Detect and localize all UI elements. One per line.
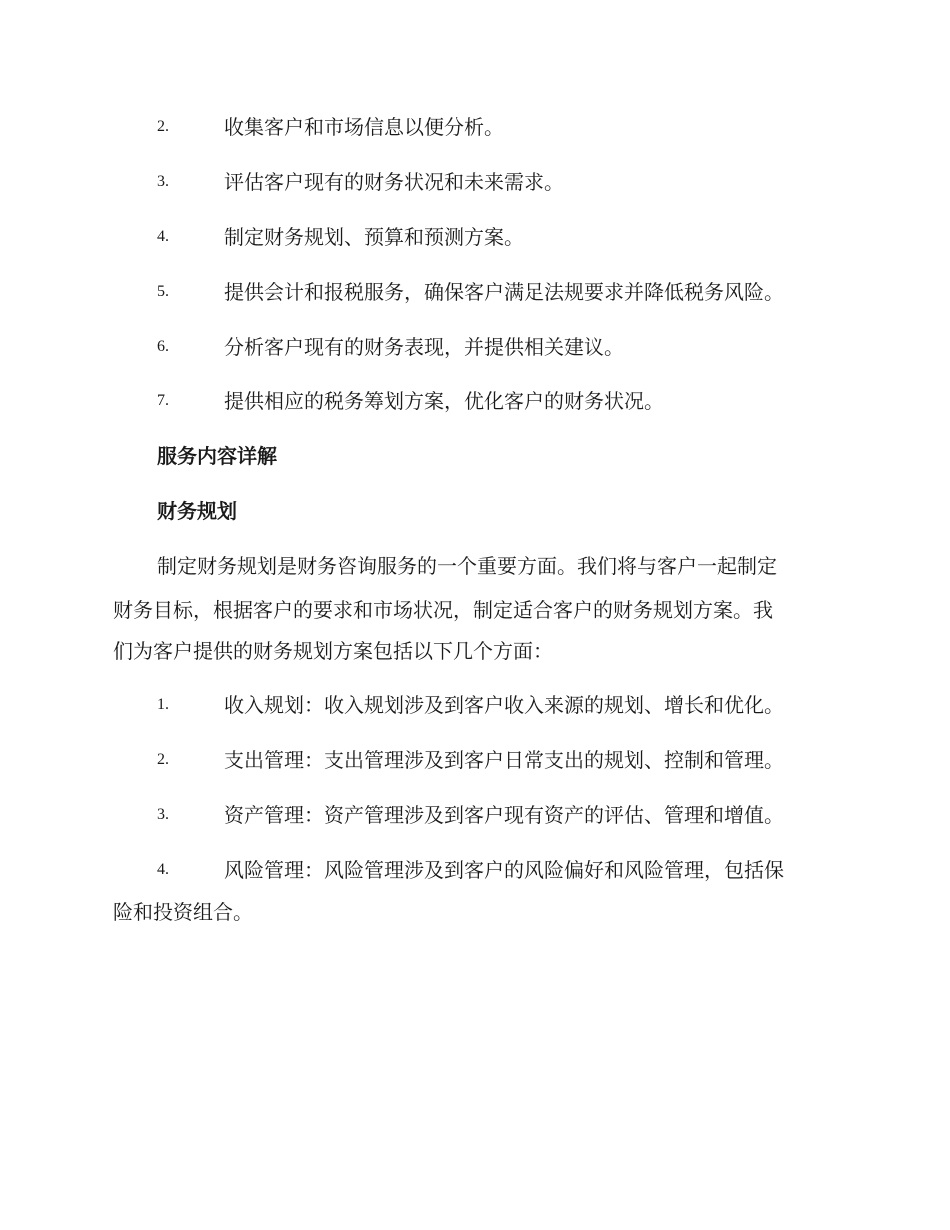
list-item-text: 评估客户现有的财务状况和未来需求。 (224, 170, 564, 194)
paragraph-line: 制定财务规划是财务咨询服务的一个重要方面。我们将与客户一起制定 (157, 554, 777, 578)
list-item-number: 3. (157, 173, 169, 190)
list-item-number: 2. (157, 751, 169, 768)
list-item-text: 支出管理：支出管理涉及到客户日常支出的规划、控制和管理。 (224, 748, 784, 772)
list-item-text: 收集客户和市场信息以便分析。 (224, 115, 504, 139)
list-item-number: 3. (157, 806, 169, 823)
list-item-text: 提供相应的税务筹划方案，优化客户的财务状况。 (224, 389, 664, 413)
list-item-number: 5. (157, 283, 169, 300)
list-item-text: 收入规划：收入规划涉及到客户收入来源的规划、增长和优化。 (224, 693, 784, 717)
list-item-number: 6. (157, 338, 169, 355)
section-heading: 服务内容详解 (157, 444, 277, 468)
list-item-number: 7. (157, 392, 169, 409)
list-item-text: 风险管理：风险管理涉及到客户的风险偏好和风险管理，包括保 (224, 858, 784, 882)
list-item-text: 资产管理：资产管理涉及到客户现有资产的评估、管理和增值。 (224, 803, 784, 827)
list-item-number: 2. (157, 118, 169, 135)
list-item-number: 4. (157, 228, 169, 245)
list-item-text: 制定财务规划、预算和预测方案。 (224, 225, 524, 249)
paragraph-line: 财务目标，根据客户的要求和市场状况，制定适合客户的财务规划方案。我 (113, 598, 773, 622)
list-item-number: 1. (157, 696, 169, 713)
sub-heading: 财务规划 (157, 499, 237, 523)
paragraph-line: 们为客户提供的财务规划方案包括以下几个方面： (113, 639, 553, 663)
list-item-text: 分析客户现有的财务表现，并提供相关建议。 (224, 335, 624, 359)
list-item-number: 4. (157, 861, 169, 878)
list-item-text: 提供会计和报税服务，确保客户满足法规要求并降低税务风险。 (224, 280, 784, 304)
list-item-text-continued: 险和投资组合。 (113, 900, 253, 924)
